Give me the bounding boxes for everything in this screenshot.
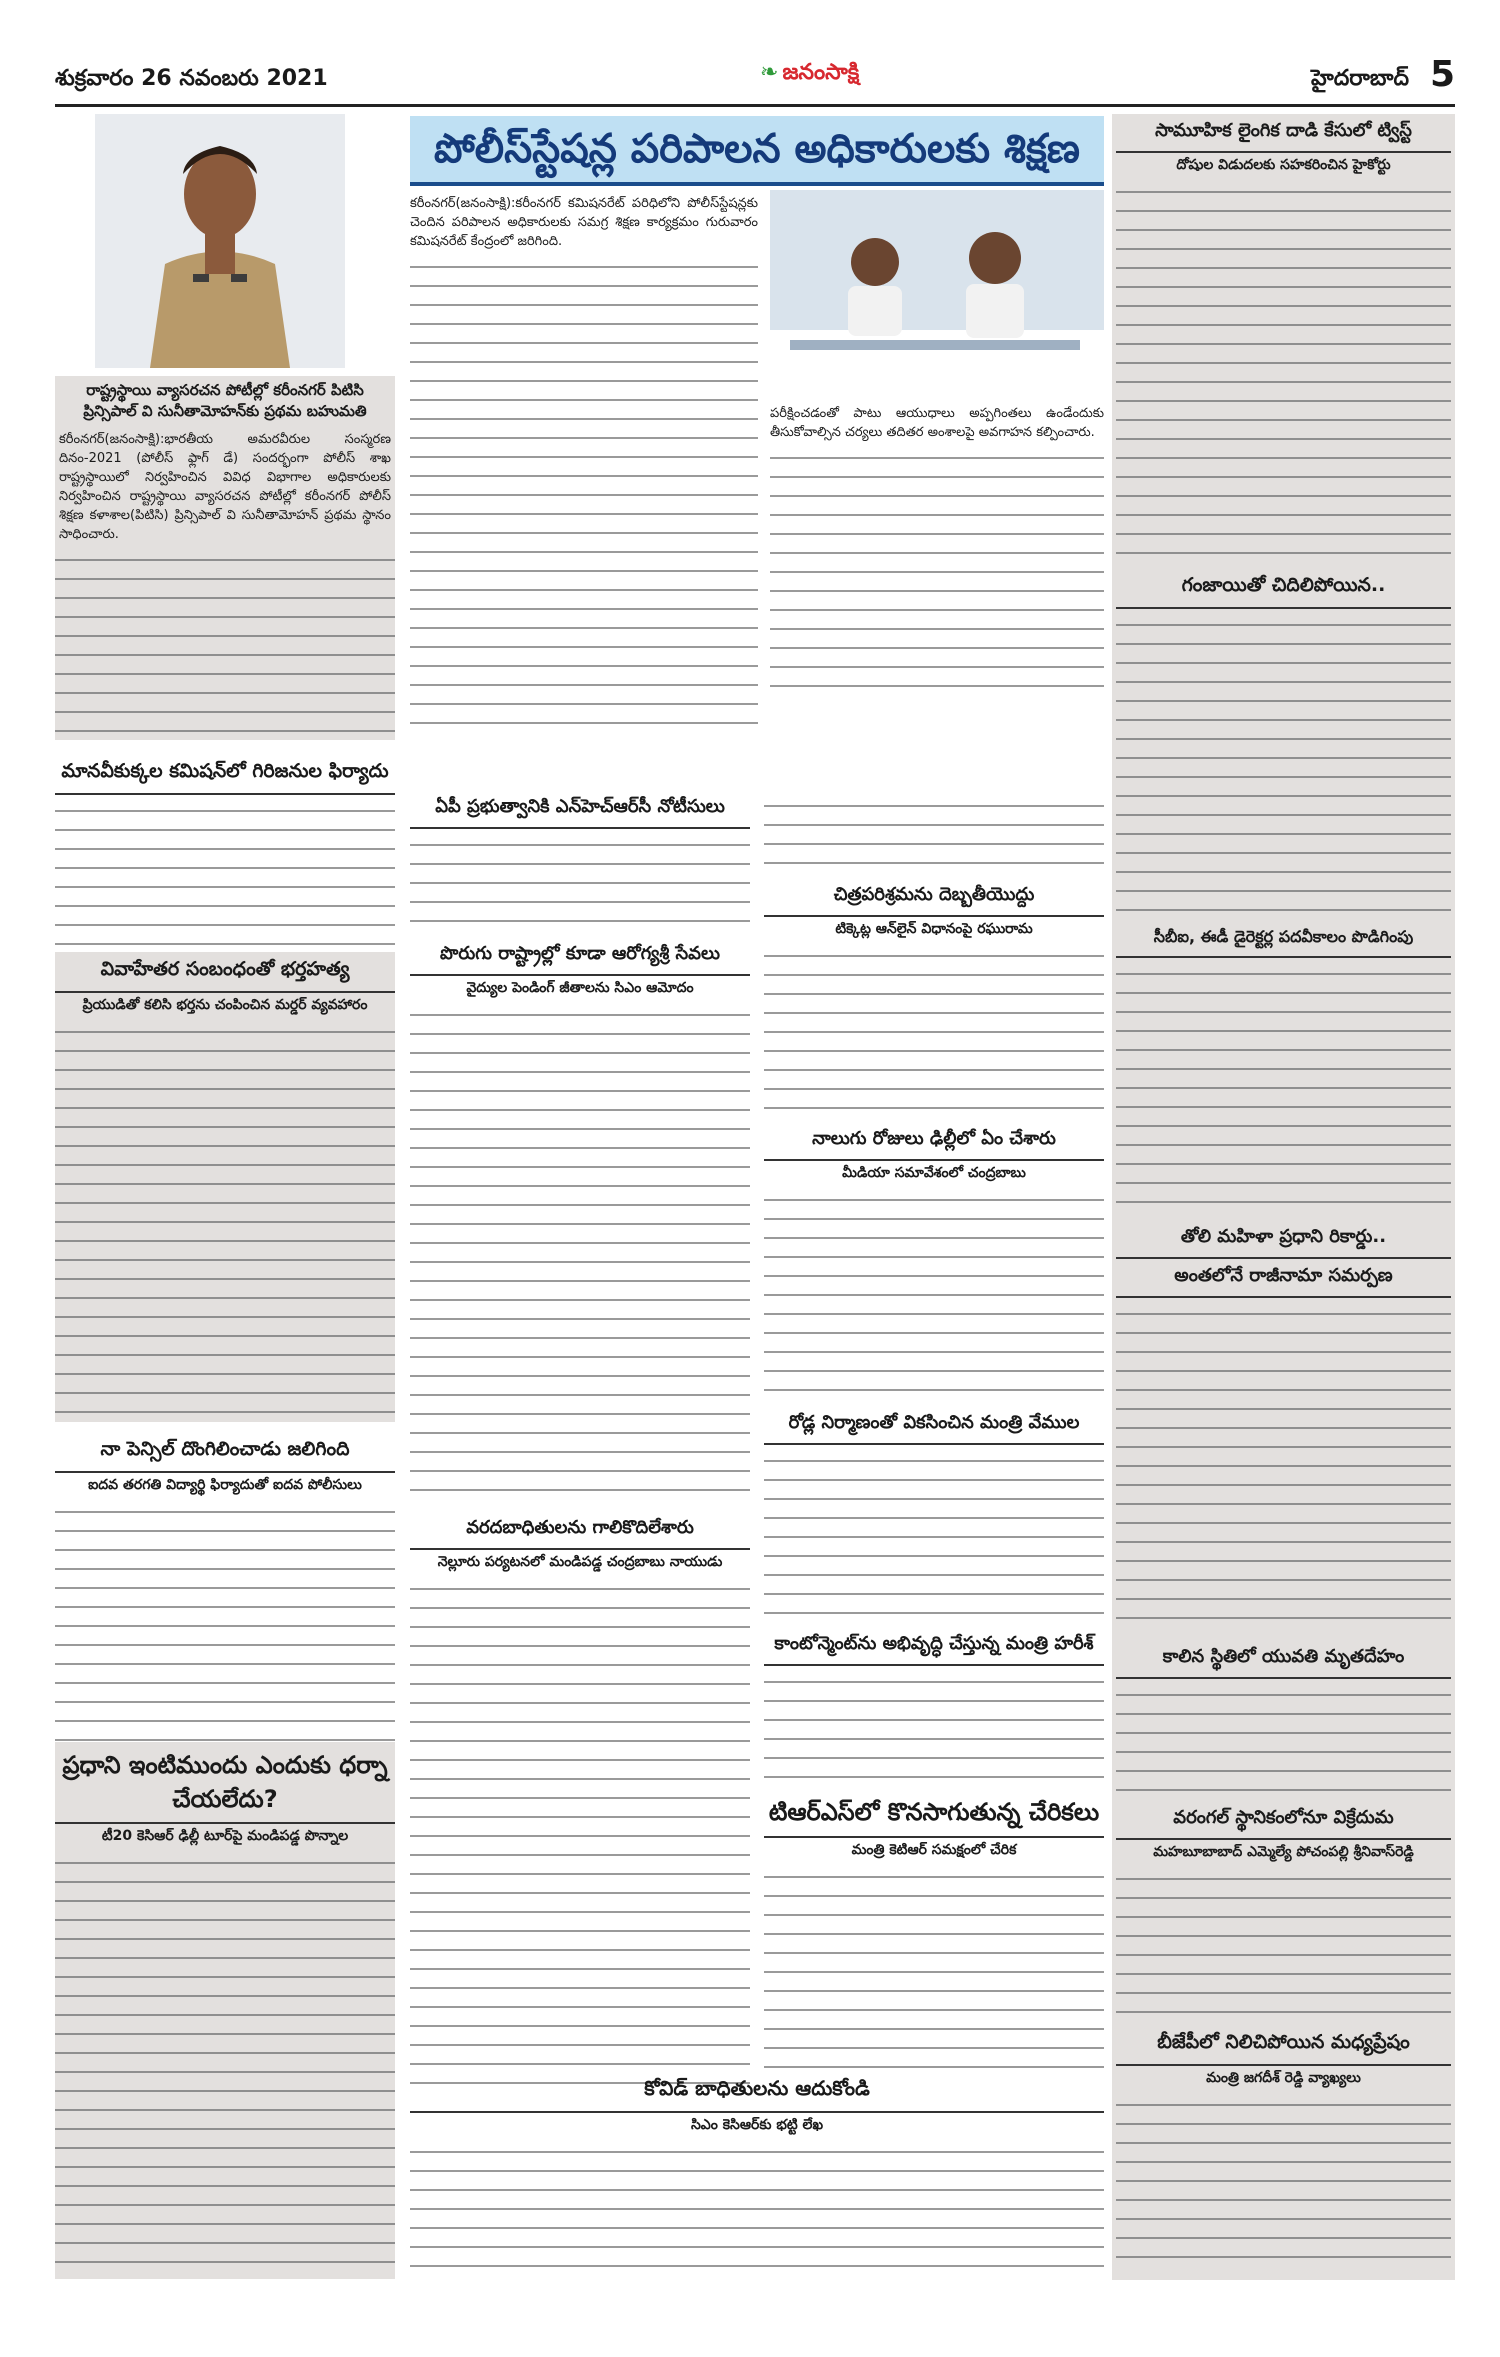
story-text-lines (410, 2142, 1104, 2280)
story-text-lines (410, 257, 758, 739)
masthead-logo: ❧ జనంసాక్షి (760, 60, 860, 85)
story-subheadline: టీ20 కెసిఆర్ ఢిల్లీ టూర్‌పై మండిపడ్డ పొన్నాల (101, 1828, 349, 1844)
page-number: 5 (1429, 54, 1455, 95)
story-text-lines (410, 1005, 750, 1505)
story-headline: చిత్రపరిశ్రమను దెబ్బతీయొద్దు (764, 878, 1104, 917)
story-subheadline: సిఎం కెసిఆర్‌కు భట్టి లేఖ (690, 2117, 824, 2133)
story-subheadline: మంత్రి జగదీశ్ రెడ్డి వ్యాఖ్యలు (1206, 2070, 1361, 2086)
story-headline: మానవీకుక్కల కమిషన్‌లో గిరిజనుల ఫిర్యాదు (55, 754, 395, 795)
edition-city: హైదరాబాద్ (1311, 66, 1409, 91)
story-headline: గంజాయితో చిదిలిపోయిన.. (1116, 568, 1451, 609)
story-text-lines (764, 796, 1104, 872)
story-text-lines (1116, 182, 1451, 562)
middle-left-subcolumn (410, 790, 750, 2099)
story-subheadline: వైద్యుల పెండింగ్ జీతాలను సిఎం ఆమోదం (466, 980, 694, 996)
story-headline: టిఆర్ఎస్‌లో కొనసాగుతున్న చేరికలు (764, 1788, 1104, 1838)
left-story-5 (55, 1742, 395, 2279)
story-text-lines (764, 1451, 1104, 1621)
middle-lead-story-cont (770, 400, 1104, 688)
story-text-lines (55, 1502, 395, 1748)
story-headline: అంతలోనే రాజీనామా సమర్పణ (1116, 1259, 1451, 1298)
middle-bottom-story (410, 2070, 1104, 2280)
story-headline: ప్రధాని ఇంటిముందు ఎందుకు ధర్నా చేయలేదు? (55, 1742, 395, 1824)
story-text-lines (1116, 2095, 1451, 2265)
story-text-lines (770, 448, 1104, 688)
story-text-lines (1116, 1685, 1451, 1795)
middle-right-subcolumn (764, 790, 1104, 2077)
story-subheadline: మహబూబాబాద్ ఎమ్మెల్యే పోచంపల్లి శ్రీనివాస్‌రెడ్డి (1153, 1844, 1414, 1860)
story-headline: కాంటోన్మెంట్‌ను అభివృద్ధి చేస్తున్న మంత్రి హరీశ్ (764, 1627, 1104, 1666)
story-headline: బీజేపీలో నిలిచిపోయిన మధ్యప్రేషం (1116, 2025, 1451, 2066)
story-text-lines (55, 1022, 395, 1422)
left-column (55, 114, 395, 2280)
story-subheadline: ఐదవ తరగతి విద్యార్థి ఫిర్యాదుతో ఐదవ పోలీసులు (88, 1477, 362, 1493)
story-text-lines (1116, 615, 1451, 915)
story-subheadline: ప్రియుడితో కలిసి భర్తను చంపించిన మర్డర్ వ్యవహారం (82, 997, 368, 1013)
story-subheadline: నెల్లూరు పర్యటనలో మండిపడ్డ చంద్రబాబు నాయుడు (437, 1554, 723, 1570)
right-column (1112, 114, 1455, 2280)
issue-date: శుక్రవారం 26 నవంబరు 2021 (55, 66, 328, 91)
story-subheadline: మీడియా సమావేశంలో చంద్రబాబు (842, 1165, 1026, 1181)
story-headline: వరదబాధితులను గాలికొదిలేశారు (410, 1511, 750, 1550)
main-headline: పోలీస్‌స్టేషన్ల పరిపాలన అధికారులకు శిక్షణ (434, 126, 1080, 172)
story-headline: నాలుగు రోజులు ఢిల్లీలో ఏం చేశారు (764, 1122, 1104, 1161)
story-text-lines (1116, 1869, 1451, 2019)
story-text-lines (764, 946, 1104, 1116)
left-story-3 (55, 952, 395, 1422)
main-headline-banner (410, 116, 1104, 186)
story-text-lines (1116, 964, 1451, 1214)
story-headline: వరంగల్ స్థానికంలోనూ విక్రేదుమ (1116, 1801, 1451, 1840)
story-text-lines (410, 835, 750, 931)
story-headline: నా పెన్సిల్ దొంగిలించాడు జలిగింది (55, 1432, 395, 1473)
story-headline: కోవిడ్ బాధితులను ఆదుకోండి (410, 2070, 1104, 2113)
story-text-lines (410, 1579, 750, 2099)
story-headline: వివాహేతర సంబంధంతో భర్తహత్య (55, 952, 395, 993)
story-text-lines (55, 1853, 395, 2279)
story-headline: తోలి మహిళా ప్రధాని రికార్డు.. (1116, 1220, 1451, 1259)
page-header (55, 54, 1455, 108)
officers-meeting-icon (770, 190, 1104, 390)
story-text-lines (764, 1867, 1104, 2077)
right-stories (1112, 114, 1455, 2265)
story-text: కరీంనగర్(జనంసాక్షి):భారతీయ అమరవీరుల సంస్మరణ దినం-2021 (పోలీస్ ఫ్లాగ్ డే) సందర్భంగా పోలీస్ శాఖ రాష్ట్రస్థాయిలో నిర్వహించిన వివిధ విభాగాల అధికారులకు నిర్వహించిన రాష్ట్రస్థాయి వ్యాసరచన పోటీల్లో కరీంనగర్ పోలీస్ శిక్షణ కళాశాల(పిటిసి) ప్రిన్సిపాల్ వి సునీతామోహన్ ప్రథమ స్థానం సాధించారు. (59, 432, 391, 542)
story-subheadline: దోషుల విడుదలకు సహకరించిన హైకోర్టు (1176, 157, 1391, 173)
story-text-lines (55, 550, 395, 740)
story-text: కరీంనగర్(జనంసాక్షి):కరీంనగర్ కమిషనరేట్ పరిధిలోని పోలీస్‌స్టేషన్లకు చెందిన పరిపాలన అధికారులకు సమగ్ర శిక్షణ కార్యక్రమం గురువారం కమిషనరేట్ కేంద్రంలో జరిగింది. (410, 196, 758, 249)
header-rule (55, 104, 1455, 107)
left-story-4 (55, 1432, 395, 1748)
left-story-1 (55, 376, 395, 740)
story-text-lines (55, 801, 395, 953)
story-headline: పొరుగు రాష్ట్రాల్లో కూడా ఆరోగ్యశ్రీ సేవలు (410, 937, 750, 976)
left-story-2 (55, 754, 395, 953)
middle-column (410, 190, 1104, 2280)
leaf-icon: ❧ (760, 60, 779, 85)
officer-portrait-icon (95, 114, 345, 368)
story-subheadline: మంత్రి కెటిఆర్ సమక్షంలో చేరిక (851, 1842, 1017, 1858)
story-text: పరీక్షించడంతో పాటు ఆయుధాలు అప్పగింతలు ఉండేందుకు తీసుకోవాల్సిన చర్యలు తదితర అంశాలపై అవగాహన కల్పించారు. (770, 406, 1104, 440)
photo-caption: రాష్ట్రస్థాయి వ్యాసరచన పోటీల్లో కరీంనగర్ పిటిసి ప్రిన్సిపాల్ వి సునీతామోహన్‌కు ప్రథమ బహుమతి (83, 381, 367, 420)
training-photo (770, 190, 1104, 390)
middle-lead-story (410, 190, 758, 739)
story-subheadline: టిక్కెట్ల ఆన్‌లైన్ విధానంపై రఘురామ (835, 921, 1033, 937)
story-headline: సీబీఐ, ఈడీ డైరెక్టర్ల పదవీకాలం పొడిగింపు (1116, 921, 1451, 958)
story-headline: ఏపీ ప్రభుత్వానికి ఎన్‌హెచ్ఆర్‌సీ నోటీసులు (410, 790, 750, 829)
story-headline: రోడ్ల నిర్మాణంతో వికసించిన మంత్రి వేముల (764, 1406, 1104, 1445)
story-headline: కాలిన స్థితిలో యువతి మృతదేహం (1116, 1640, 1451, 1679)
officer-photo (95, 114, 345, 368)
story-text-lines (764, 1190, 1104, 1400)
story-text-lines (1116, 1304, 1451, 1634)
story-headline: సామూహిక లైంగిక దాడి కేసులో ట్విస్ట్ (1116, 114, 1451, 153)
story-text-lines (764, 1672, 1104, 1782)
